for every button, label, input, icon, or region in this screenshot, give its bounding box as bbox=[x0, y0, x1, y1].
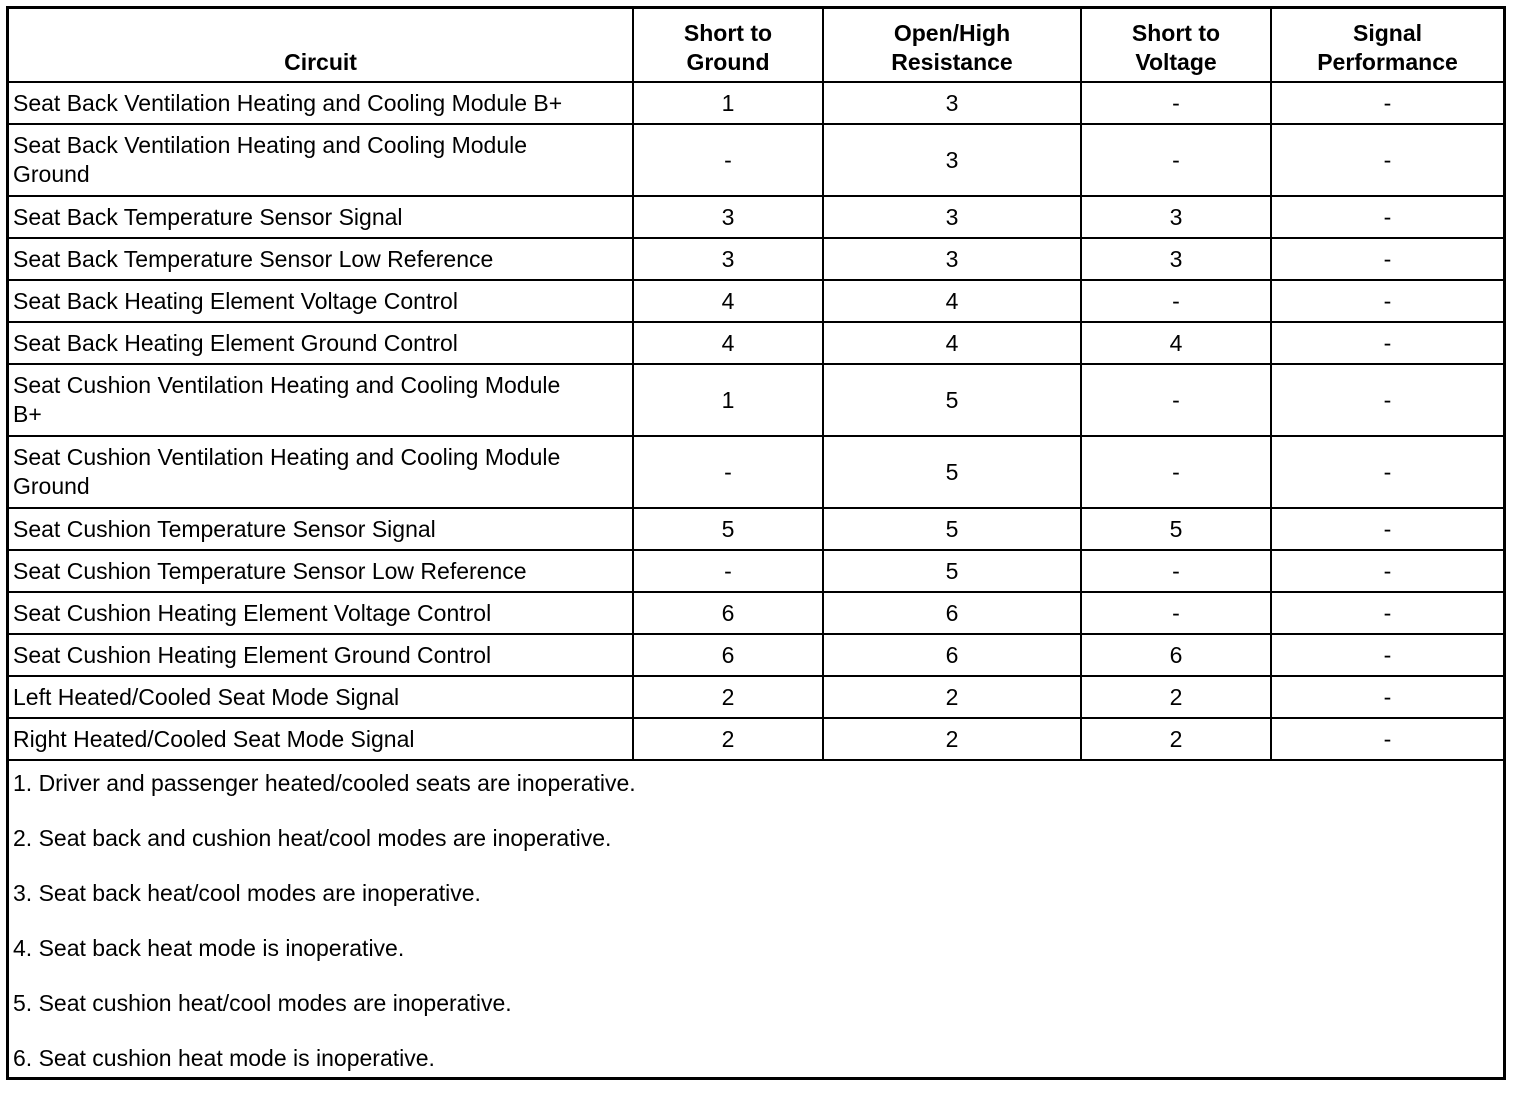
table-row bbox=[9, 364, 1503, 436]
table-row bbox=[9, 238, 1503, 280]
signal-performance-cell: - bbox=[1271, 82, 1503, 124]
header-short-to-ground: Short to Ground bbox=[633, 9, 823, 82]
open-high-resistance-cell: 5 bbox=[823, 550, 1081, 592]
open-high-resistance-cell: 5 bbox=[823, 436, 1081, 508]
footnotes bbox=[9, 761, 1503, 1097]
footnote: 6. Seat cushion heat mode is inoperative. bbox=[13, 1045, 435, 1071]
open-high-resistance-cell: 2 bbox=[823, 676, 1081, 718]
signal-performance-cell: - bbox=[1271, 322, 1503, 364]
circuit-name-line: Seat Back Heating Element Ground Control bbox=[13, 329, 458, 356]
circuit-cell bbox=[9, 124, 633, 196]
short-to-ground-cell: 3 bbox=[633, 238, 823, 280]
circuit-cell bbox=[9, 238, 633, 280]
open-high-resistance-cell: 3 bbox=[823, 124, 1081, 196]
signal-performance-cell: - bbox=[1271, 436, 1503, 508]
circuit-name-line: Seat Back Temperature Sensor Low Reference bbox=[13, 245, 494, 272]
signal-performance-cell: - bbox=[1271, 238, 1503, 280]
footnote: 5. Seat cushion heat/cool modes are inoperative. bbox=[13, 990, 512, 1016]
circuit-name-line: Left Heated/Cooled Seat Mode Signal bbox=[13, 683, 400, 710]
signal-performance-cell: - bbox=[1271, 550, 1503, 592]
short-to-voltage-cell: - bbox=[1081, 364, 1271, 436]
circuit-name-line: Seat Cushion Ventilation Heating and Cooling Module bbox=[13, 444, 561, 470]
short-to-voltage-cell: 3 bbox=[1081, 196, 1271, 238]
signal-performance-cell: - bbox=[1271, 196, 1503, 238]
short-to-voltage-cell: 5 bbox=[1081, 508, 1271, 550]
table-row bbox=[9, 82, 1503, 124]
circuit-cell bbox=[9, 508, 633, 550]
header-circuit: Circuit bbox=[9, 9, 633, 82]
footnote: 3. Seat back heat/cool modes are inoperative. bbox=[13, 880, 481, 906]
table-row bbox=[9, 634, 1503, 676]
header-short-to-voltage: Short to Voltage bbox=[1081, 9, 1271, 82]
open-high-resistance-cell: 4 bbox=[823, 322, 1081, 364]
short-to-voltage-cell: 4 bbox=[1081, 322, 1271, 364]
short-to-voltage-cell: - bbox=[1081, 550, 1271, 592]
short-to-ground-cell: 5 bbox=[633, 508, 823, 550]
header-open-high-resistance: Open/High Resistance bbox=[823, 9, 1081, 82]
circuit-fault-table bbox=[9, 9, 1503, 761]
circuit-cell bbox=[9, 592, 633, 634]
open-high-resistance-cell: 3 bbox=[823, 82, 1081, 124]
circuit-cell bbox=[9, 436, 633, 508]
short-to-ground-cell: 6 bbox=[633, 592, 823, 634]
circuit-name-line: Ground bbox=[13, 473, 90, 499]
signal-performance-cell: - bbox=[1271, 364, 1503, 436]
open-high-resistance-cell: 2 bbox=[823, 718, 1081, 760]
circuit-name-line: Seat Cushion Temperature Sensor Low Reference bbox=[13, 557, 527, 584]
short-to-ground-cell: 1 bbox=[633, 82, 823, 124]
short-to-ground-cell: 6 bbox=[633, 634, 823, 676]
circuit-name-line: Seat Back Temperature Sensor Signal bbox=[13, 203, 403, 230]
short-to-voltage-cell: 3 bbox=[1081, 238, 1271, 280]
signal-performance-cell: - bbox=[1271, 592, 1503, 634]
signal-performance-cell: - bbox=[1271, 634, 1503, 676]
open-high-resistance-cell: 3 bbox=[823, 238, 1081, 280]
short-to-ground-cell: - bbox=[633, 550, 823, 592]
short-to-ground-cell: 4 bbox=[633, 322, 823, 364]
circuit-name-line: Seat Cushion Heating Element Ground Control bbox=[13, 641, 492, 668]
signal-performance-cell: - bbox=[1271, 508, 1503, 550]
circuit-name-line: Seat Back Ventilation Heating and Cooling Module B+ bbox=[13, 89, 563, 116]
short-to-voltage-cell: - bbox=[1081, 82, 1271, 124]
table-row bbox=[9, 196, 1503, 238]
open-high-resistance-cell: 5 bbox=[823, 508, 1081, 550]
diagnostic-table-sheet bbox=[6, 6, 1506, 1080]
short-to-voltage-cell: 2 bbox=[1081, 718, 1271, 760]
open-high-resistance-cell: 4 bbox=[823, 280, 1081, 322]
open-high-resistance-cell: 3 bbox=[823, 196, 1081, 238]
circuit-cell bbox=[9, 280, 633, 322]
table-row bbox=[9, 592, 1503, 634]
circuit-name-line: Seat Back Heating Element Voltage Control bbox=[13, 287, 458, 314]
circuit-cell bbox=[9, 676, 633, 718]
circuit-name-line: Ground bbox=[13, 161, 90, 187]
table-row bbox=[9, 550, 1503, 592]
circuit-name-line: Seat Back Ventilation Heating and Cooling Module bbox=[13, 132, 528, 158]
short-to-ground-cell: 4 bbox=[633, 280, 823, 322]
short-to-voltage-cell: - bbox=[1081, 436, 1271, 508]
signal-performance-cell: - bbox=[1271, 676, 1503, 718]
circuit-name-line: Seat Cushion Heating Element Voltage Control bbox=[13, 599, 492, 626]
short-to-ground-cell: - bbox=[633, 124, 823, 196]
short-to-voltage-cell: - bbox=[1081, 592, 1271, 634]
short-to-ground-cell: 3 bbox=[633, 196, 823, 238]
footnote: 4. Seat back heat mode is inoperative. bbox=[13, 935, 405, 961]
open-high-resistance-cell: 6 bbox=[823, 634, 1081, 676]
table-row bbox=[9, 676, 1503, 718]
table-row bbox=[9, 508, 1503, 550]
open-high-resistance-cell: 5 bbox=[823, 364, 1081, 436]
circuit-cell bbox=[9, 550, 633, 592]
circuit-name-line: B+ bbox=[13, 401, 42, 427]
circuit-name-line: Seat Cushion Ventilation Heating and Cooling Module bbox=[13, 372, 561, 398]
short-to-ground-cell: 2 bbox=[633, 718, 823, 760]
signal-performance-cell: - bbox=[1271, 124, 1503, 196]
short-to-voltage-cell: - bbox=[1081, 124, 1271, 196]
table-row bbox=[9, 124, 1503, 196]
short-to-voltage-cell: 2 bbox=[1081, 676, 1271, 718]
table-row bbox=[9, 280, 1503, 322]
circuit-name-line: Seat Cushion Temperature Sensor Signal bbox=[13, 515, 436, 542]
short-to-voltage-cell: 6 bbox=[1081, 634, 1271, 676]
short-to-ground-cell: 2 bbox=[633, 676, 823, 718]
circuit-cell bbox=[9, 634, 633, 676]
circuit-name-line: Right Heated/Cooled Seat Mode Signal bbox=[13, 725, 415, 752]
circuit-cell bbox=[9, 322, 633, 364]
short-to-voltage-cell: - bbox=[1081, 280, 1271, 322]
circuit-cell bbox=[9, 364, 633, 436]
header-signal-performance: Signal Performance bbox=[1271, 9, 1503, 82]
signal-performance-cell: - bbox=[1271, 280, 1503, 322]
short-to-ground-cell: - bbox=[633, 436, 823, 508]
footnote: 2. Seat back and cushion heat/cool modes are inoperative. bbox=[13, 825, 612, 851]
footnote: 1. Driver and passenger heated/cooled seats are inoperative. bbox=[13, 770, 636, 796]
signal-performance-cell: - bbox=[1271, 718, 1503, 760]
short-to-ground-cell: 1 bbox=[633, 364, 823, 436]
table-row bbox=[9, 718, 1503, 760]
open-high-resistance-cell: 6 bbox=[823, 592, 1081, 634]
circuit-cell bbox=[9, 82, 633, 124]
circuit-cell bbox=[9, 718, 633, 760]
table-row bbox=[9, 436, 1503, 508]
circuit-cell bbox=[9, 196, 633, 238]
table-row bbox=[9, 322, 1503, 364]
table-header-row bbox=[9, 9, 1503, 82]
